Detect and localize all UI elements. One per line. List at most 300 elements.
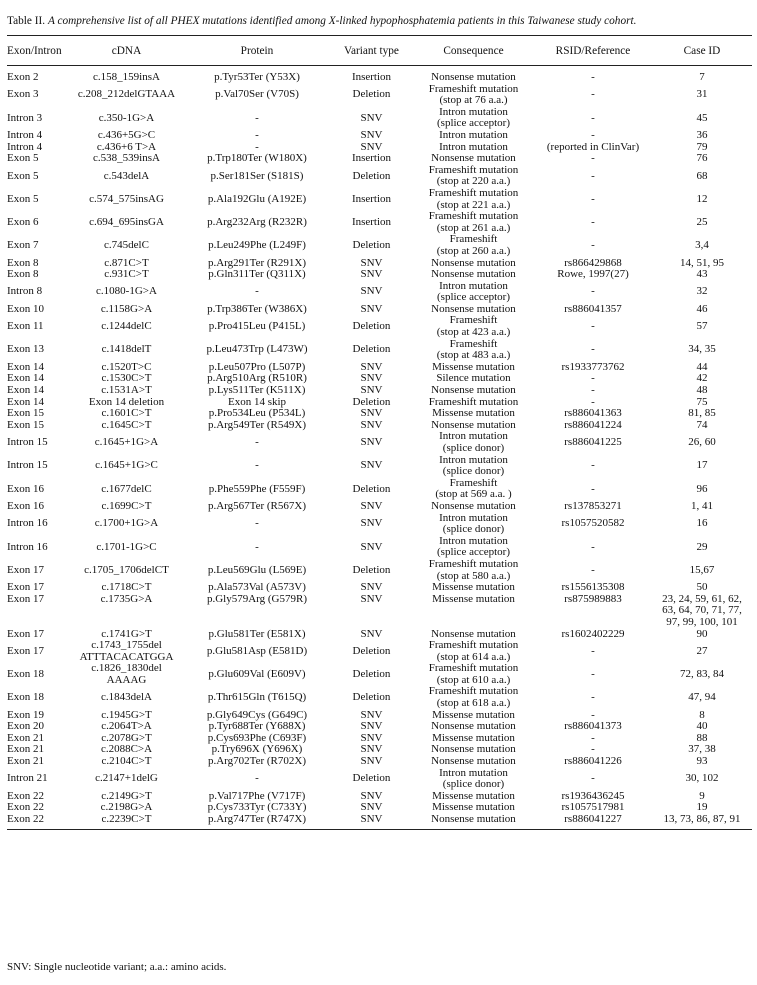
cell-variant-type: SNV [360, 360, 383, 373]
cell-rsid-reference: rs1057520582 [561, 517, 625, 530]
cell-protein: p.Leu507Pro (L507P) [208, 360, 306, 373]
cell-variant-type: SNV [360, 268, 383, 281]
cell-cdna: c.2147+1delG [95, 772, 158, 785]
cell-cdna: c.1743_1755del ATTTACACATGGA [79, 639, 174, 663]
cell-variant-type: Deletion [352, 343, 391, 356]
cell-consequence: Intron mutation (splice donor) [439, 511, 508, 536]
cell-cdna: c.1843delA [100, 691, 152, 704]
cell-cdna: c.158_159insA [93, 71, 160, 83]
cell-variant-type: SNV [360, 407, 383, 420]
cell-consequence: Nonsense mutation [431, 256, 516, 269]
cell-protein: - [255, 140, 259, 153]
cell-case-id: 13, 73, 86, 87, 91 [663, 813, 741, 825]
cell-exon-intron: Exon 5 [7, 169, 39, 182]
cell-rsid-reference: rs1936436245 [561, 789, 625, 802]
cell-protein: - [255, 111, 259, 124]
cell-protein: p.Arg549Ter (R549X) [207, 418, 306, 431]
cell-variant-type: Insertion [351, 192, 392, 205]
cell-protein: p.Leu569Glu (L569E) [207, 563, 307, 576]
cell-cdna: c.350-1G>A [98, 111, 155, 124]
cell-case-id: 47, 94 [688, 691, 716, 704]
cell-cdna: c.1735G>A [100, 592, 153, 605]
cell-cdna: c.2198G>A [100, 801, 153, 814]
cell-consequence: Frameshift (stop at 423 a.a.) [436, 314, 511, 339]
cell-case-id: 25 [696, 215, 708, 228]
cell-variant-type: SNV [360, 384, 383, 397]
cell-rsid-reference: - [591, 563, 595, 576]
cell-variant-type: Deletion [352, 169, 391, 182]
cell-protein: Exon 14 skip [227, 395, 287, 408]
cell-consequence: Nonsense mutation [431, 268, 516, 281]
cell-rsid-reference: - [591, 215, 595, 228]
cell-variant-type: SNV [360, 789, 383, 802]
table-row [7, 84, 752, 107]
cell-rsid-reference: - [591, 395, 595, 408]
cell-exon-intron: Exon 22 [7, 813, 44, 825]
table-header-row [7, 36, 752, 66]
cell-variant-type: SNV [360, 743, 383, 756]
cell-cdna: c.538_539insA [93, 152, 160, 165]
cell-exon-intron: Exon 8 [7, 268, 39, 281]
cell-exon-intron: Intron 15 [7, 459, 48, 472]
cell-variant-type: Deletion [352, 320, 391, 333]
cell-exon-intron: Exon 21 [7, 755, 44, 768]
cell-exon-intron: Intron 4 [7, 140, 43, 153]
cell-case-id: 14, 51, 95 [680, 256, 724, 269]
cell-case-id: 3,4 [695, 239, 709, 252]
table-footnote: SNV: Single nucleotide variant; a.a.: amino acids. [7, 961, 227, 973]
cell-exon-intron: Exon 13 [7, 343, 44, 356]
cell-rsid-reference: rs1602402229 [561, 627, 625, 640]
cell-exon-intron: Intron 16 [7, 540, 48, 553]
table-row [7, 211, 752, 234]
cell-cdna: c.931C>T [104, 268, 149, 281]
cell-rsid-reference: - [591, 731, 595, 744]
table-caption [7, 14, 752, 28]
table-row [7, 315, 752, 338]
cell-exon-intron: Intron 16 [7, 517, 48, 530]
cell-consequence: Nonsense mutation [431, 152, 516, 165]
cell-cdna: c.1945G>T [101, 708, 152, 721]
cell-cdna: c.1700+1G>A [94, 517, 159, 530]
header-protein: Protein [184, 36, 330, 66]
cell-variant-type: SNV [360, 755, 383, 768]
cell-protein: p.Arg510Arg (R510R) [207, 372, 307, 385]
cell-variant-type: SNV [360, 592, 383, 605]
cell-exon-intron: Exon 18 [7, 691, 44, 704]
table-row [7, 130, 752, 142]
cell-consequence: Intron mutation (splice acceptor) [437, 534, 510, 559]
cell-rsid-reference: - [591, 169, 595, 182]
cell-exon-intron: Exon 20 [7, 720, 44, 733]
cell-consequence: Missense mutation [432, 360, 515, 373]
cell-consequence: Frameshift mutation (stop at 614 a.a.) [428, 639, 519, 663]
cell-case-id: 36 [696, 128, 708, 141]
cell-cdna: c.2064T>A [101, 720, 152, 733]
table-row [7, 768, 752, 791]
table-row [7, 663, 752, 686]
caption-label: Table II. [7, 15, 46, 27]
cell-rsid-reference: - [591, 743, 595, 756]
cell-cdna: c.1741G>T [101, 627, 152, 640]
cell-variant-type: SNV [360, 459, 383, 472]
cell-case-id: 68 [696, 169, 708, 182]
cell-exon-intron: Exon 21 [7, 731, 44, 744]
cell-rsid-reference: rs886041226 [564, 755, 622, 768]
cell-variant-type: SNV [360, 140, 383, 153]
cell-case-id: 40 [696, 720, 708, 733]
cell-exon-intron: Exon 8 [7, 256, 39, 269]
cell-rsid-reference: - [591, 644, 595, 657]
cell-rsid-reference: - [591, 343, 595, 356]
cell-exon-intron: Exon 21 [7, 743, 44, 756]
cell-protein: p.Thr615Gln (T615Q) [207, 691, 307, 704]
cell-rsid-reference: - [591, 372, 595, 385]
cell-variant-type: Deletion [352, 563, 391, 576]
cell-cdna: c.1158G>A [100, 302, 153, 315]
cell-case-id: 26, 60 [688, 436, 716, 449]
cell-variant-type: SNV [360, 418, 383, 431]
cell-rsid-reference: - [591, 192, 595, 205]
cell-consequence: Intron mutation [439, 140, 508, 153]
cell-cdna: c.2239C>T [101, 813, 152, 825]
cell-case-id: 48 [696, 384, 708, 397]
mutation-table-container [7, 35, 752, 830]
cell-protein: p.Gly579Arg (G579R) [206, 592, 307, 605]
cell-rsid-reference: rs886041225 [564, 436, 622, 449]
cell-exon-intron: Exon 14 [7, 384, 44, 397]
table-body [7, 66, 752, 830]
cell-rsid-reference: - [591, 540, 595, 553]
table-row [7, 269, 752, 281]
cell-cdna: c.1677delC [101, 482, 152, 495]
cell-consequence: Nonsense mutation [431, 720, 516, 733]
cell-consequence: Missense mutation [432, 407, 515, 420]
cell-consequence: Silence mutation [436, 372, 511, 385]
cell-cdna: c.1531A>T [101, 384, 152, 397]
cell-exon-intron: Exon 14 [7, 372, 44, 385]
cell-rsid-reference: - [591, 384, 595, 397]
cell-case-id: 76 [696, 152, 708, 165]
cell-consequence: Nonsense mutation [431, 499, 516, 512]
cell-case-id: 32 [696, 285, 708, 298]
cell-variant-type: SNV [360, 285, 383, 298]
table-row [7, 165, 752, 188]
cell-protein: p.Glu581Asp (E581D) [206, 644, 308, 657]
cell-case-id: 15,67 [689, 563, 715, 576]
header-case-id: Case ID [652, 36, 752, 66]
cell-cdna: c.1418delT [101, 343, 152, 356]
cell-variant-type: Deletion [352, 644, 391, 657]
table-row [7, 478, 752, 501]
cell-protein: p.Arg747Ter (R747X) [207, 813, 306, 825]
cell-rsid-reference: rs1556135308 [561, 581, 625, 594]
cell-case-id: 42 [696, 372, 708, 385]
cell-case-id: 46 [696, 302, 708, 315]
header-consequence: Consequence [413, 36, 534, 66]
cell-cdna: c.1699C>T [101, 499, 152, 512]
cell-exon-intron: Exon 17 [7, 581, 44, 594]
cell-rsid-reference: - [591, 88, 595, 101]
cell-consequence: Frameshift mutation (stop at 580 a.a.) [428, 557, 519, 582]
cell-exon-intron: Intron 3 [7, 111, 43, 124]
cell-protein: - [255, 436, 259, 449]
cell-exon-intron: Exon 10 [7, 302, 44, 315]
cell-rsid-reference: - [591, 239, 595, 252]
cell-variant-type: SNV [360, 436, 383, 449]
cell-variant-type: SNV [360, 302, 383, 315]
cell-case-id: 75 [696, 395, 708, 408]
cell-case-id: 37, 38 [688, 743, 716, 756]
cell-consequence: Nonsense mutation [431, 755, 516, 768]
cell-cdna: c.1705_1706delCT [84, 563, 169, 576]
cell-exon-intron: Exon 3 [7, 88, 39, 101]
cell-consequence: Nonsense mutation [431, 384, 516, 397]
cell-exon-intron: Exon 15 [7, 418, 44, 431]
cell-cdna: c.1244delC [101, 320, 152, 333]
cell-case-id: 12 [696, 192, 708, 205]
cell-exon-intron: Exon 5 [7, 192, 39, 205]
cell-variant-type: SNV [360, 627, 383, 640]
cell-variant-type: SNV [360, 731, 383, 744]
cell-rsid-reference: rs1057517981 [561, 801, 625, 814]
cell-protein: - [255, 517, 259, 530]
cell-rsid-reference: rs886041224 [564, 418, 622, 431]
cell-cdna: c.1701-1G>C [96, 540, 157, 553]
cell-cdna: c.1645C>T [101, 418, 152, 431]
table-row [7, 640, 752, 663]
cell-consequence: Nonsense mutation [431, 743, 516, 756]
cell-consequence: Missense mutation [432, 592, 515, 605]
cell-cdna: c.694_695insGA [89, 215, 164, 228]
cell-consequence: Frameshift mutation (stop at 221 a.a.) [428, 186, 519, 211]
cell-rsid-reference: - [591, 320, 595, 333]
table-row [7, 594, 752, 629]
cell-protein: p.Glu609Val (E609V) [208, 668, 306, 681]
cell-exon-intron: Intron 15 [7, 436, 48, 449]
cell-variant-type: Deletion [352, 772, 391, 785]
cell-protein: p.Gln311Ter (Q311X) [208, 268, 306, 281]
cell-case-id: 16 [696, 517, 708, 530]
cell-cdna: c.436+6 T>A [96, 140, 157, 153]
cell-case-id: 45 [696, 111, 708, 124]
table-row [7, 339, 752, 362]
cell-rsid-reference: rs1933773762 [561, 360, 625, 373]
caption-text: A comprehensive list of all PHEX mutations identified among X-linked hypophosphatemia patients in this Taiwanese study cohort. [47, 15, 637, 27]
cell-rsid-reference: (reported in ClinVar) [546, 140, 640, 153]
cell-cdna: c.2149G>T [101, 789, 152, 802]
cell-case-id: 43 [696, 268, 708, 281]
header-variant-type: Variant type [330, 36, 413, 66]
cell-cdna: c.2078G>T [101, 731, 152, 744]
table-row [7, 513, 752, 536]
cell-case-id: 90 [696, 627, 708, 640]
cell-variant-type: Deletion [352, 239, 391, 252]
cell-cdna: c.1601C>T [101, 407, 152, 420]
cell-protein: p.Gly649Cys (G649C) [206, 708, 308, 721]
cell-exon-intron: Exon 18 [7, 668, 44, 681]
table-row [7, 153, 752, 165]
cell-exon-intron: Exon 22 [7, 789, 44, 802]
header-rsid-reference: RSID/Reference [534, 36, 652, 66]
cell-consequence: Intron mutation (splice donor) [439, 766, 508, 791]
table-row [7, 385, 752, 397]
cell-consequence: Frameshift mutation (stop at 618 a.a.) [428, 685, 519, 710]
cell-case-id: 30, 102 [685, 772, 719, 785]
cell-variant-type: Deletion [352, 691, 391, 704]
table-row [7, 304, 752, 316]
cell-case-id: 72, 83, 84 [680, 668, 724, 681]
cell-consequence: Missense mutation [432, 789, 515, 802]
cell-rsid-reference: - [591, 708, 595, 721]
cell-rsid-reference: rs886041373 [564, 720, 622, 733]
cell-protein: p.Arg291Ter (R291X) [207, 256, 306, 269]
cell-cdna: c.1530C>T [101, 372, 152, 385]
cell-cdna: c.208_212delGTAAA [77, 88, 176, 101]
table-row [7, 501, 752, 513]
cell-protein: p.Cys693Phe (C693F) [207, 731, 307, 744]
cell-protein: p.Cys733Tyr (C733Y) [207, 801, 307, 814]
cell-rsid-reference: - [591, 71, 595, 83]
cell-exon-intron: Exon 22 [7, 801, 44, 814]
cell-rsid-reference: - [591, 111, 595, 124]
table-row [7, 686, 752, 709]
cell-rsid-reference: rs866429868 [564, 256, 622, 269]
cell-protein: p.Leu249Phe (L249F) [208, 239, 306, 252]
table-row [7, 420, 752, 432]
cell-cdna: c.1645+1G>C [95, 459, 158, 472]
cell-consequence: Nonsense mutation [431, 813, 516, 825]
cell-protein: p.Leu473Trp (L473W) [206, 343, 308, 356]
cell-consequence: Missense mutation [432, 708, 515, 721]
table-row [7, 281, 752, 304]
cell-consequence: Frameshift mutation (stop at 76 a.a.) [428, 82, 519, 107]
cell-variant-type: Deletion [352, 668, 391, 681]
cell-case-id: 27 [696, 644, 708, 657]
cell-consequence: Nonsense mutation [431, 71, 516, 83]
cell-consequence: Frameshift mutation (stop at 261 a.a.) [428, 210, 519, 234]
cell-case-id: 17 [696, 459, 708, 472]
cell-protein: p.Phe559Phe (F559F) [208, 482, 306, 495]
cell-exon-intron: Exon 16 [7, 499, 44, 512]
cell-consequence: Missense mutation [432, 801, 515, 814]
cell-variant-type: Deletion [352, 482, 391, 495]
cell-rsid-reference: - [591, 691, 595, 704]
cell-consequence: Frameshift mutation (stop at 610 a.a.) [428, 662, 519, 686]
cell-protein: p.Tyr688Ter (Y688X) [208, 720, 306, 733]
header-exon-intron: Exon/Intron [7, 36, 69, 66]
cell-consequence: Missense mutation [432, 731, 515, 744]
cell-cdna: c.1718C>T [101, 581, 152, 594]
cell-exon-intron: Exon 5 [7, 152, 39, 165]
table-row [7, 814, 752, 829]
cell-variant-type: Insertion [351, 215, 392, 228]
table-row [7, 66, 752, 84]
cell-case-id: 34, 35 [688, 343, 716, 356]
cell-case-id: 57 [696, 320, 708, 333]
cell-consequence: Frameshift (stop at 260 a.a.) [436, 233, 511, 257]
table-row [7, 107, 752, 130]
cell-exon-intron: Exon 7 [7, 239, 39, 252]
cell-protein: p.Trp180Ter (W180X) [207, 152, 307, 165]
cell-rsid-reference: - [591, 772, 595, 785]
cell-rsid-reference: - [591, 459, 595, 472]
cell-rsid-reference: - [591, 285, 595, 298]
cell-protein: p.Try696X (Y696X) [211, 743, 303, 756]
cell-rsid-reference: Rowe, 1997(27) [557, 268, 629, 281]
cell-protein: - [255, 540, 259, 553]
cell-variant-type: SNV [360, 540, 383, 553]
cell-cdna: c.1645+1G>A [94, 436, 159, 449]
cell-consequence: Intron mutation (splice donor) [439, 430, 508, 454]
cell-case-id: 23, 24, 59, 61, 62, 63, 64, 70, 71, 77, 97, 99, 100, 101 [662, 592, 742, 628]
cell-case-id: 9 [699, 789, 705, 802]
table-row [7, 756, 752, 768]
cell-exon-intron: Intron 8 [7, 285, 43, 298]
cell-cdna: c.745delC [104, 239, 149, 252]
cell-exon-intron: Exon 15 [7, 407, 44, 420]
cell-consequence: Intron mutation (splice acceptor) [437, 105, 510, 130]
cell-rsid-reference: - [591, 152, 595, 165]
cell-variant-type: SNV [360, 801, 383, 814]
mutation-table [7, 35, 752, 830]
cell-case-id: 79 [696, 140, 708, 153]
cell-consequence: Frameshift (stop at 569 a.a. ) [435, 476, 512, 501]
cell-case-id: 93 [696, 755, 708, 768]
table-row [7, 188, 752, 211]
cell-consequence: Intron mutation [439, 128, 508, 141]
cell-variant-type: Deletion [352, 395, 391, 408]
cell-case-id: 50 [696, 581, 708, 594]
cell-case-id: 1, 41 [691, 499, 713, 512]
table-row [7, 559, 752, 582]
cell-cdna: c.574_575insAG [89, 192, 164, 205]
cell-exon-intron: Exon 16 [7, 482, 44, 495]
cell-protein: p.Val717Phe (V717F) [208, 789, 306, 802]
cell-protein: p.Lys511Ter (K511X) [208, 384, 306, 397]
table-row [7, 431, 752, 454]
cell-protein: p.Tyr53Ter (Y53X) [214, 71, 300, 83]
cell-protein: p.Ala192Glu (A192E) [207, 192, 307, 205]
cell-variant-type: SNV [360, 708, 383, 721]
cell-protein: p.Glu581Ter (E581X) [208, 627, 306, 640]
cell-rsid-reference: rs886041227 [564, 813, 622, 825]
cell-protein: - [255, 459, 259, 472]
cell-case-id: 19 [696, 801, 708, 814]
cell-consequence: Intron mutation (splice acceptor) [437, 279, 510, 304]
cell-case-id: 29 [696, 540, 708, 553]
table-row [7, 234, 752, 257]
cell-protein: p.Arg232Arg (R232R) [207, 215, 307, 228]
cell-consequence: Nonsense mutation [431, 418, 516, 431]
cell-rsid-reference: - [591, 482, 595, 495]
cell-cdna: c.543delA [103, 169, 150, 182]
cell-cdna: c.2104C>T [101, 755, 152, 768]
table-row [7, 455, 752, 478]
cell-protein: p.Pro534Leu (P534L) [208, 407, 306, 420]
cell-rsid-reference: - [591, 128, 595, 141]
cell-exon-intron: Exon 17 [7, 592, 44, 605]
cell-exon-intron: Exon 17 [7, 627, 44, 640]
cell-protein: - [255, 772, 259, 785]
cell-exon-intron: Exon 19 [7, 708, 44, 721]
cell-consequence: Intron mutation (splice donor) [439, 453, 508, 478]
cell-variant-type: SNV [360, 372, 383, 385]
cell-protein: p.Val70Ser (V70S) [215, 88, 299, 101]
cell-case-id: 8 [699, 708, 705, 721]
cell-cdna: c.871C>T [104, 256, 149, 269]
cell-cdna: c.436+5G>C [97, 128, 156, 141]
